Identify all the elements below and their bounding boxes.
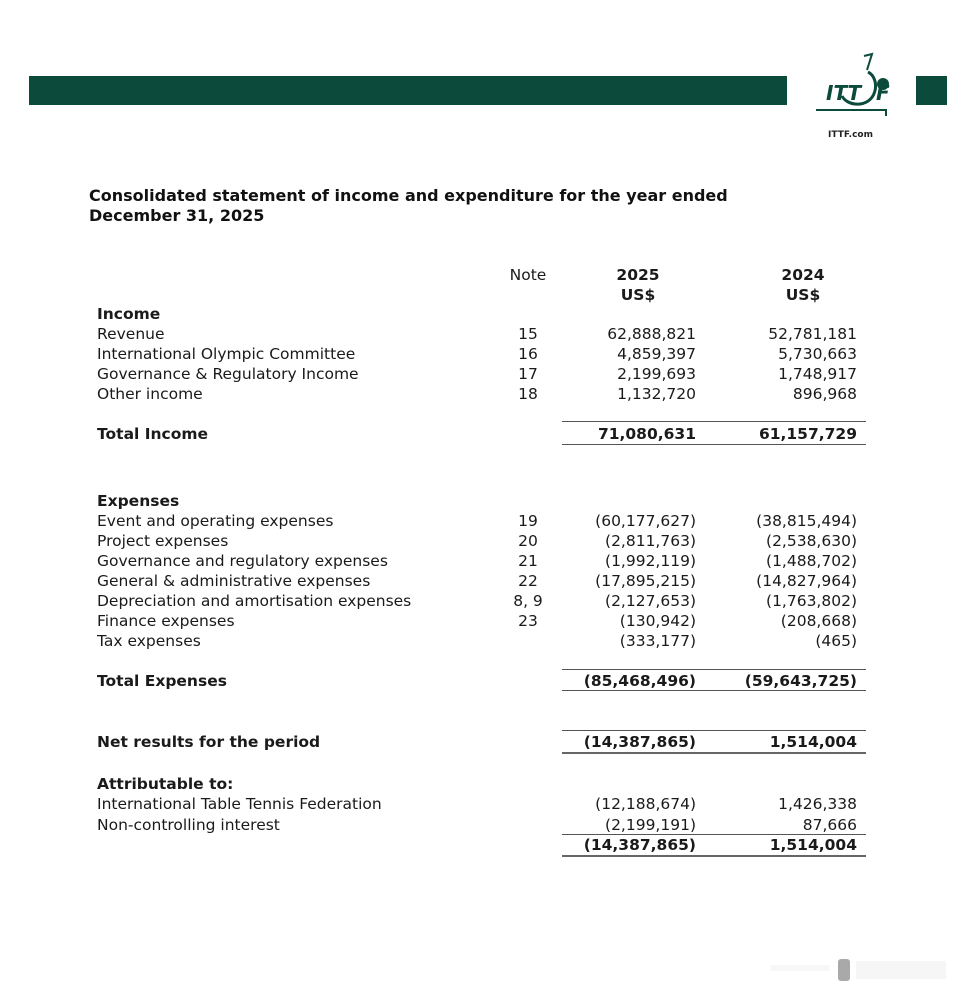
row-2025-value: 4,859,397 [617,345,696,363]
attributable-total-bottom-rule [562,855,866,857]
row-label: Depreciation and amortisation expenses [97,592,412,610]
row-label: Non-controlling interest [97,816,280,834]
row-2025-value: (2,199,191) [605,816,696,834]
svg-text:ITT: ITT [826,81,862,105]
total-income-top-rule [562,421,866,422]
row-2025-value: (130,942) [619,612,696,630]
ittf-logo [812,50,904,140]
row-note: 22 [518,572,538,590]
income-heading: Income [97,305,161,323]
expenses-heading-row [0,491,974,511]
table-row [0,344,974,364]
table-row [0,591,974,611]
attributable-heading: Attributable to: [97,775,234,793]
row-label: Other income [97,385,203,403]
year-2024-unit: US$ [785,286,821,304]
total-expenses-row [0,671,974,691]
row-note: 21 [518,552,538,570]
table-row [0,794,974,814]
row-label: International Olympic Committee [97,345,356,363]
year-2025-unit: US$ [620,286,656,304]
net-top-rule [562,730,866,731]
page-title [89,186,728,226]
table-row [0,631,974,651]
year-2024-header: 2024 [781,266,825,284]
row-2024-value: (465) [815,632,857,650]
row-2024-value: 1,748,917 [778,365,857,383]
total-expenses-2025: (85,468,496) [583,672,696,690]
table-row [0,384,974,404]
row-label: General & administrative expenses [97,572,371,590]
row-2024-value: 896,968 [792,385,857,403]
total-expenses-2024: (59,643,725) [744,672,857,690]
total-income-bottom-rule [562,444,866,445]
row-2025-value: 2,199,693 [617,365,696,383]
row-2025-value: (2,127,653) [605,592,696,610]
table-row [0,611,974,631]
watermark-icon [770,955,950,983]
total-expenses-label: Total Expenses [97,672,227,690]
total-income-2025: 71,080,631 [597,425,696,443]
table-row [0,815,974,835]
row-label: Governance and regulatory expenses [97,552,388,570]
row-note: 17 [518,365,538,383]
net-results-2025: (14,387,865) [583,733,696,751]
row-2024-value: 1,426,338 [778,795,857,813]
row-2025-value: 1,132,720 [617,385,696,403]
row-note: 15 [518,325,538,343]
row-label: Revenue [97,325,165,343]
row-label: Tax expenses [97,632,201,650]
net-results-label: Net results for the period [97,733,321,751]
table-row [0,571,974,591]
attributable-total-2024: 1,514,004 [769,836,857,854]
row-label: Finance expenses [97,612,235,630]
row-2025-value: 62,888,821 [607,325,696,343]
header-green-bar [29,76,787,105]
row-label: Event and operating expenses [97,512,334,530]
row-2024-value: (208,668) [780,612,857,630]
row-2025-value: (60,177,627) [595,512,696,530]
income-heading-row [0,304,974,324]
row-note: 18 [518,385,538,403]
title-line-1: Consolidated statement of income and expenditure for the year ended [89,186,728,205]
row-note: 8, 9 [513,592,543,610]
row-2024-value: 87,666 [802,816,857,834]
table-row [0,324,974,344]
table-row [0,364,974,384]
table-tennis-logo-icon [812,50,904,130]
total-expenses-top-rule [562,669,866,670]
row-note: 19 [518,512,538,530]
row-2024-value: (38,815,494) [756,512,857,530]
row-2024-value: (2,538,630) [766,532,857,550]
svg-text:F: F [876,81,890,105]
expenses-heading: Expenses [97,492,180,510]
table-row [0,551,974,571]
note-column-header: Note [509,266,547,284]
total-income-2024: 61,157,729 [758,425,857,443]
net-bottom-rule [562,752,866,754]
row-2025-value: (12,188,674) [595,795,696,813]
row-2024-value: (1,763,802) [766,592,857,610]
year-2025-header: 2025 [616,266,660,284]
row-2025-value: (1,992,119) [605,552,696,570]
title-line-2: December 31, 2025 [89,206,265,225]
total-income-label: Total Income [97,425,209,443]
row-label: Project expenses [97,532,229,550]
total-expenses-bottom-rule [562,690,866,691]
row-label: Governance & Regulatory Income [97,365,359,383]
net-results-row [0,732,974,752]
row-note: 23 [518,612,538,630]
row-note: 16 [518,345,538,363]
net-results-2024: 1,514,004 [769,733,857,751]
row-2025-value: (333,177) [619,632,696,650]
total-income-row [0,424,974,444]
row-2024-value: (14,827,964) [756,572,857,590]
attributable-total-2025: (14,387,865) [583,836,696,854]
attributable-total-row [0,835,974,855]
row-label: International Table Tennis Federation [97,795,382,813]
row-2025-value: (17,895,215) [595,572,696,590]
row-note: 20 [518,532,538,550]
row-2024-value: 5,730,663 [778,345,857,363]
header-green-bar-end [916,76,947,105]
table-row [0,531,974,551]
attributable-heading-row [0,774,974,794]
table-row [0,511,974,531]
logo-website: ITTF.com [828,130,873,140]
row-2025-value: (2,811,763) [605,532,696,550]
row-2024-value: 52,781,181 [768,325,857,343]
row-2024-value: (1,488,702) [766,552,857,570]
